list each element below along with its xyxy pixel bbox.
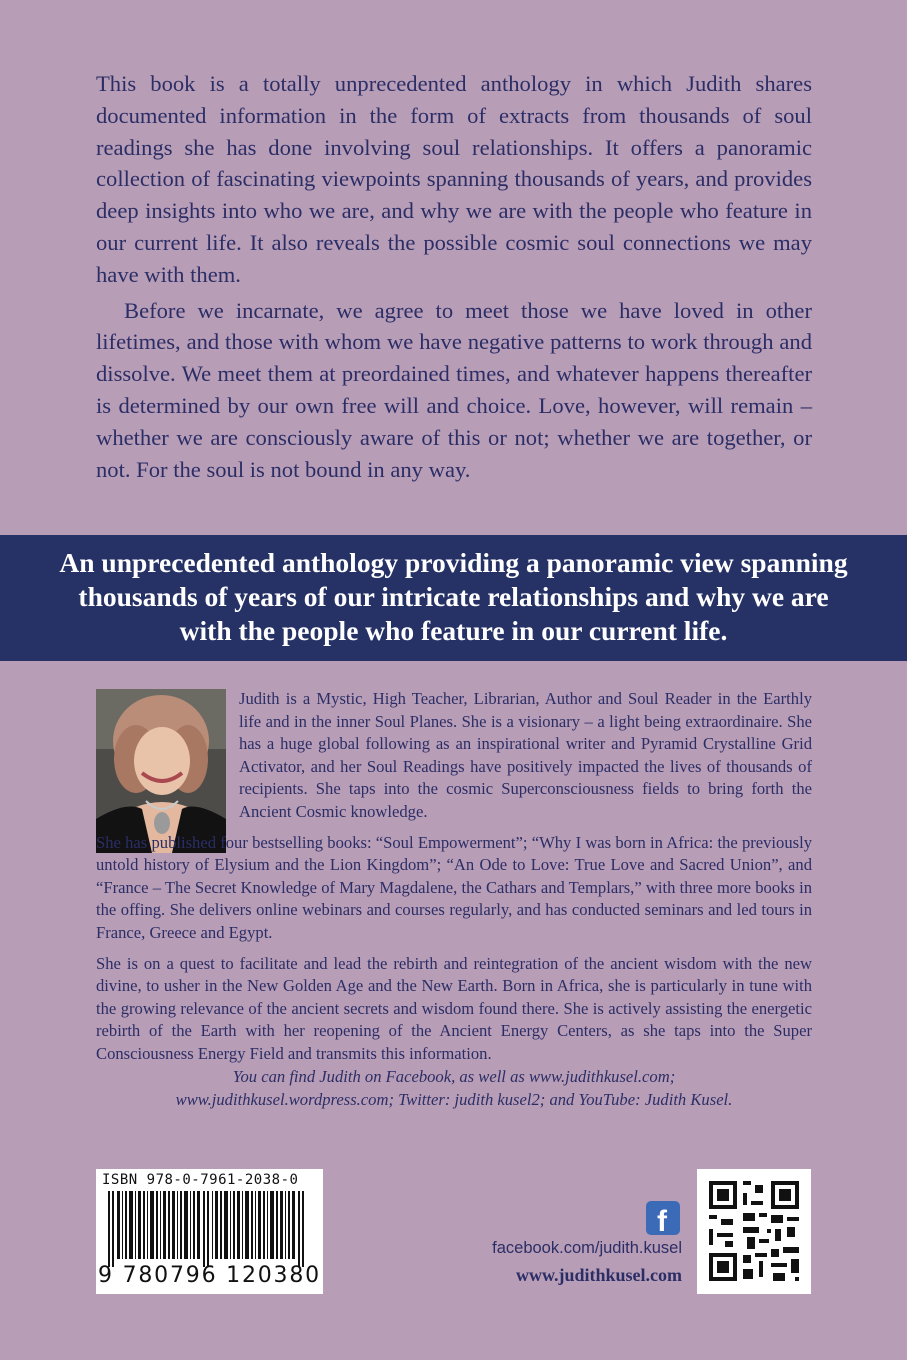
intro-paragraph-1: This book is a totally unprecedented anthology in which Judith shares documented information in the form of extracts from thousands of soul readings she has done involving soul relationships. It offers a panoramic collection of fascinating viewpoints spanning thousands of years, and provides deep insights into who we are, and why we are with the people who feature in our current life. It also reveals the possible cosmic soul connections we may have with them. — [96, 71, 812, 287]
facebook-icon — [646, 1201, 680, 1235]
contact-line-2: www.judithkusel.wordpress.com; Twitter: judith kusel2; and YouTube: Judith Kusel. — [175, 1089, 733, 1109]
bio-paragraph-2: She has published four bestselling books: “Soul Empowerment”; “Why I was born in Africa: the previously untold history of Elysium and the Lion Kingdom”; “An Ode to Love: True Love and Sacred Union”, and “France – The Secret Knowledge of Mary Magdalene, the Cathars and Templars,” with three more books in the offing. She delivers online webinars and courses regularly, and has conducted seminars and led tours in France, Greece and Egypt. — [96, 832, 812, 942]
intro-paragraph-2: Before we incarnate, we agree to meet those we have loved in other lifetimes, and those with whom we have negative patterns to work through and dissolve. We meet them at preordained times, and whatever happens thereafter is determined by our own free will and choice. Love, however, will remain – whether we are consciously aware of this or not; whether we are together, or not. For the soul is not bound in any way. — [96, 297, 812, 482]
bio-paragraph-1: Judith is a Mystic, High Teacher, Librarian, Author and Soul Reader in the Earthly life and in the inner Soul Planes. She is a visionary – a light being extraordinaire. She has a huge global following as an inspirational writer and Pyramid Crystalline Grid Activator, and her Soul Readings have positively impacted the lives of thousands of recipients. She taps into the cosmic Superconsciousness fields to bring forth the Ancient Cosmic knowledge. — [239, 689, 812, 821]
qr-code — [697, 1169, 811, 1294]
tagline-text: An unprecedented anthology providing a panoramic view spanning thousands of years of our intricate relationships and why we are with the people who feature in our current life. — [59, 547, 848, 646]
bio-paragraph-3: She is on a quest to facilitate and lead the rebirth and reintegration of the ancient wisdom with the new divine, to usher in the New Golden Age and the New Earth. Born in Africa, she is particularly in tune with the growing relevance of the ancient secrets and wisdom found there. She is actively assisting the energetic rebirth of the Earth with her reopening of the Ancient Energy Centers, as she taps into the Super Consciousness Energy Field and transmits this information. — [96, 953, 812, 1063]
barcode-bars — [96, 1191, 323, 1269]
isbn-barcode — [96, 1169, 323, 1294]
author-bio — [96, 688, 812, 1074]
contact-line-1: You can find Judith on Facebook, as well as www.judithkusel.com; — [232, 1067, 676, 1086]
website-url[interactable]: www.judithkusel.com — [515, 1265, 682, 1285]
facebook-glyph: f — [657, 1205, 667, 1235]
ean-number: 9 780796 120380 — [98, 1263, 321, 1288]
contact-info — [96, 1066, 812, 1111]
isbn-label: ISBN 978-0-7961-2038-0 — [102, 1172, 299, 1188]
facebook-url[interactable]: facebook.com/judith.kusel — [492, 1239, 682, 1257]
intro-text — [96, 68, 812, 485]
